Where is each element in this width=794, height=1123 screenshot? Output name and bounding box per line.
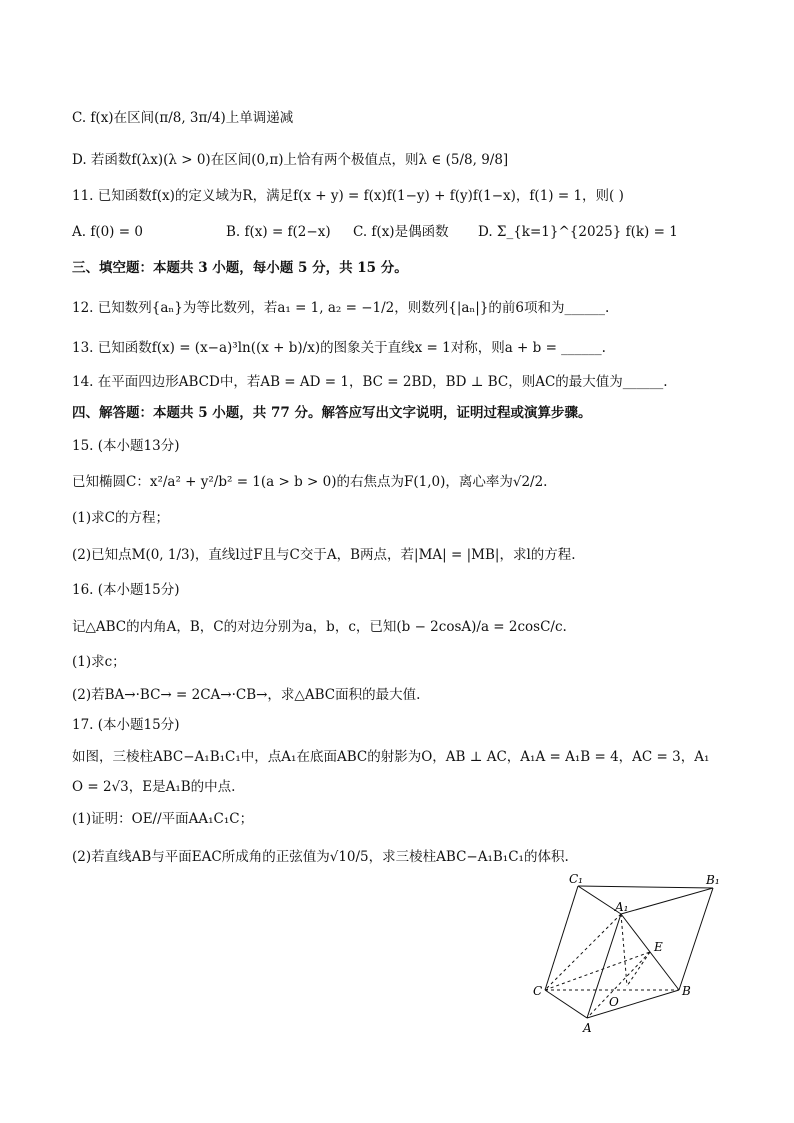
question-15-header: 15. (本小题13分) [72,438,180,454]
label-a1: A₁ [615,900,629,914]
question-15-part-1: (1)求C的方程； [72,510,169,526]
question-12: 12. 已知数列{aₙ}为等比数列，若a₁ = 1, a₂ = −1/2，则数列{|aₙ|}的前6项和为______. [72,300,610,316]
question-17-stem: 如图，三棱柱ABC−A₁B₁C₁中，点A₁在底面ABC的射影为O，AB ⊥ AC，A₁A = A₁B = 4，AC = 3，A₁ [72,749,710,765]
section-3-heading: 三、填空题：本题共 3 小题，每小题 5 分，共 15 分。 [72,260,408,276]
question-16-stem: 记△ABC的内角A，B，C的对边分别为a，b，c，已知(b − 2cosA)/a = 2cosC/c. [72,619,567,635]
label-c: C [533,984,543,998]
question-13: 13. 已知函数f(x) = (x−a)³ln((x + b)/x)的图象关于直线x = 1对称，则a + b = ______. [72,340,606,356]
question-14: 14. 在平面四边形ABCD中，若AB = AD = 1，BC = 2BD，BD ⊥ BC，则AC的最大值为______. [72,374,668,390]
question-17-stem-cont: O = 2√3，E是A₁B的中点. [72,779,236,795]
question-16-header: 16. (本小题15分) [72,582,180,598]
question-15-part-2: (2)已知点M(0, 1/3)，直线l过F且与C交于A，B两点，若|MA| = |MB|，求l的方程. [72,547,576,563]
q11-option-a: A. f(0) = 0 [72,224,143,240]
triangular-prism-figure [525,868,735,1038]
q11-option-c: C. f(x)是偶函数 [353,224,449,240]
label-o: O [609,995,619,1009]
option-c-q10: C. f(x)在区间(π/8, 3π/4)上单调递减 [72,110,294,126]
q11-option-d: D. Σ_{k=1}^{2025} f(k) = 1 [478,224,678,240]
question-17-header: 17. (本小题15分) [72,717,180,733]
question-16-part-2: (2)若BA→·BC→ = 2CA→·CB→，求△ABC面积的最大值. [72,687,421,703]
question-17-part-2: (2)若直线AB与平面EAC所成角的正弦值为√10/5，求三棱柱ABC−A₁B₁C₁的体积. [72,849,569,865]
label-b1: B₁ [706,873,720,887]
label-c1: C₁ [569,872,583,886]
question-15-stem: 已知椭圆C：x²/a² + y²/b² = 1(a > b > 0)的右焦点为F(1,0)，离心率为√2/2. [72,474,548,490]
option-d-q10: D. 若函数f(λx)(λ > 0)在区间(0,π)上恰有两个极值点，则λ ∈ (5/8, 9/8] [72,152,509,168]
label-b: B [682,984,691,998]
label-e: E [654,940,663,954]
section-4-heading: 四、解答题：本题共 5 小题，共 77 分。解答应写出文字说明，证明过程或演算步骤。 [72,405,592,421]
q11-option-b: B. f(x) = f(2−x) [226,224,331,240]
question-16-part-1: (1)求c； [72,654,126,670]
label-a: A [583,1021,592,1035]
question-17-part-1: (1)证明：OE//平面AA₁C₁C； [72,811,254,827]
question-11: 11. 已知函数f(x)的定义域为R，满足f(x + y) = f(x)f(1−y) + f(y)f(1−x)，f(1) = 1，则( ) [72,188,624,204]
